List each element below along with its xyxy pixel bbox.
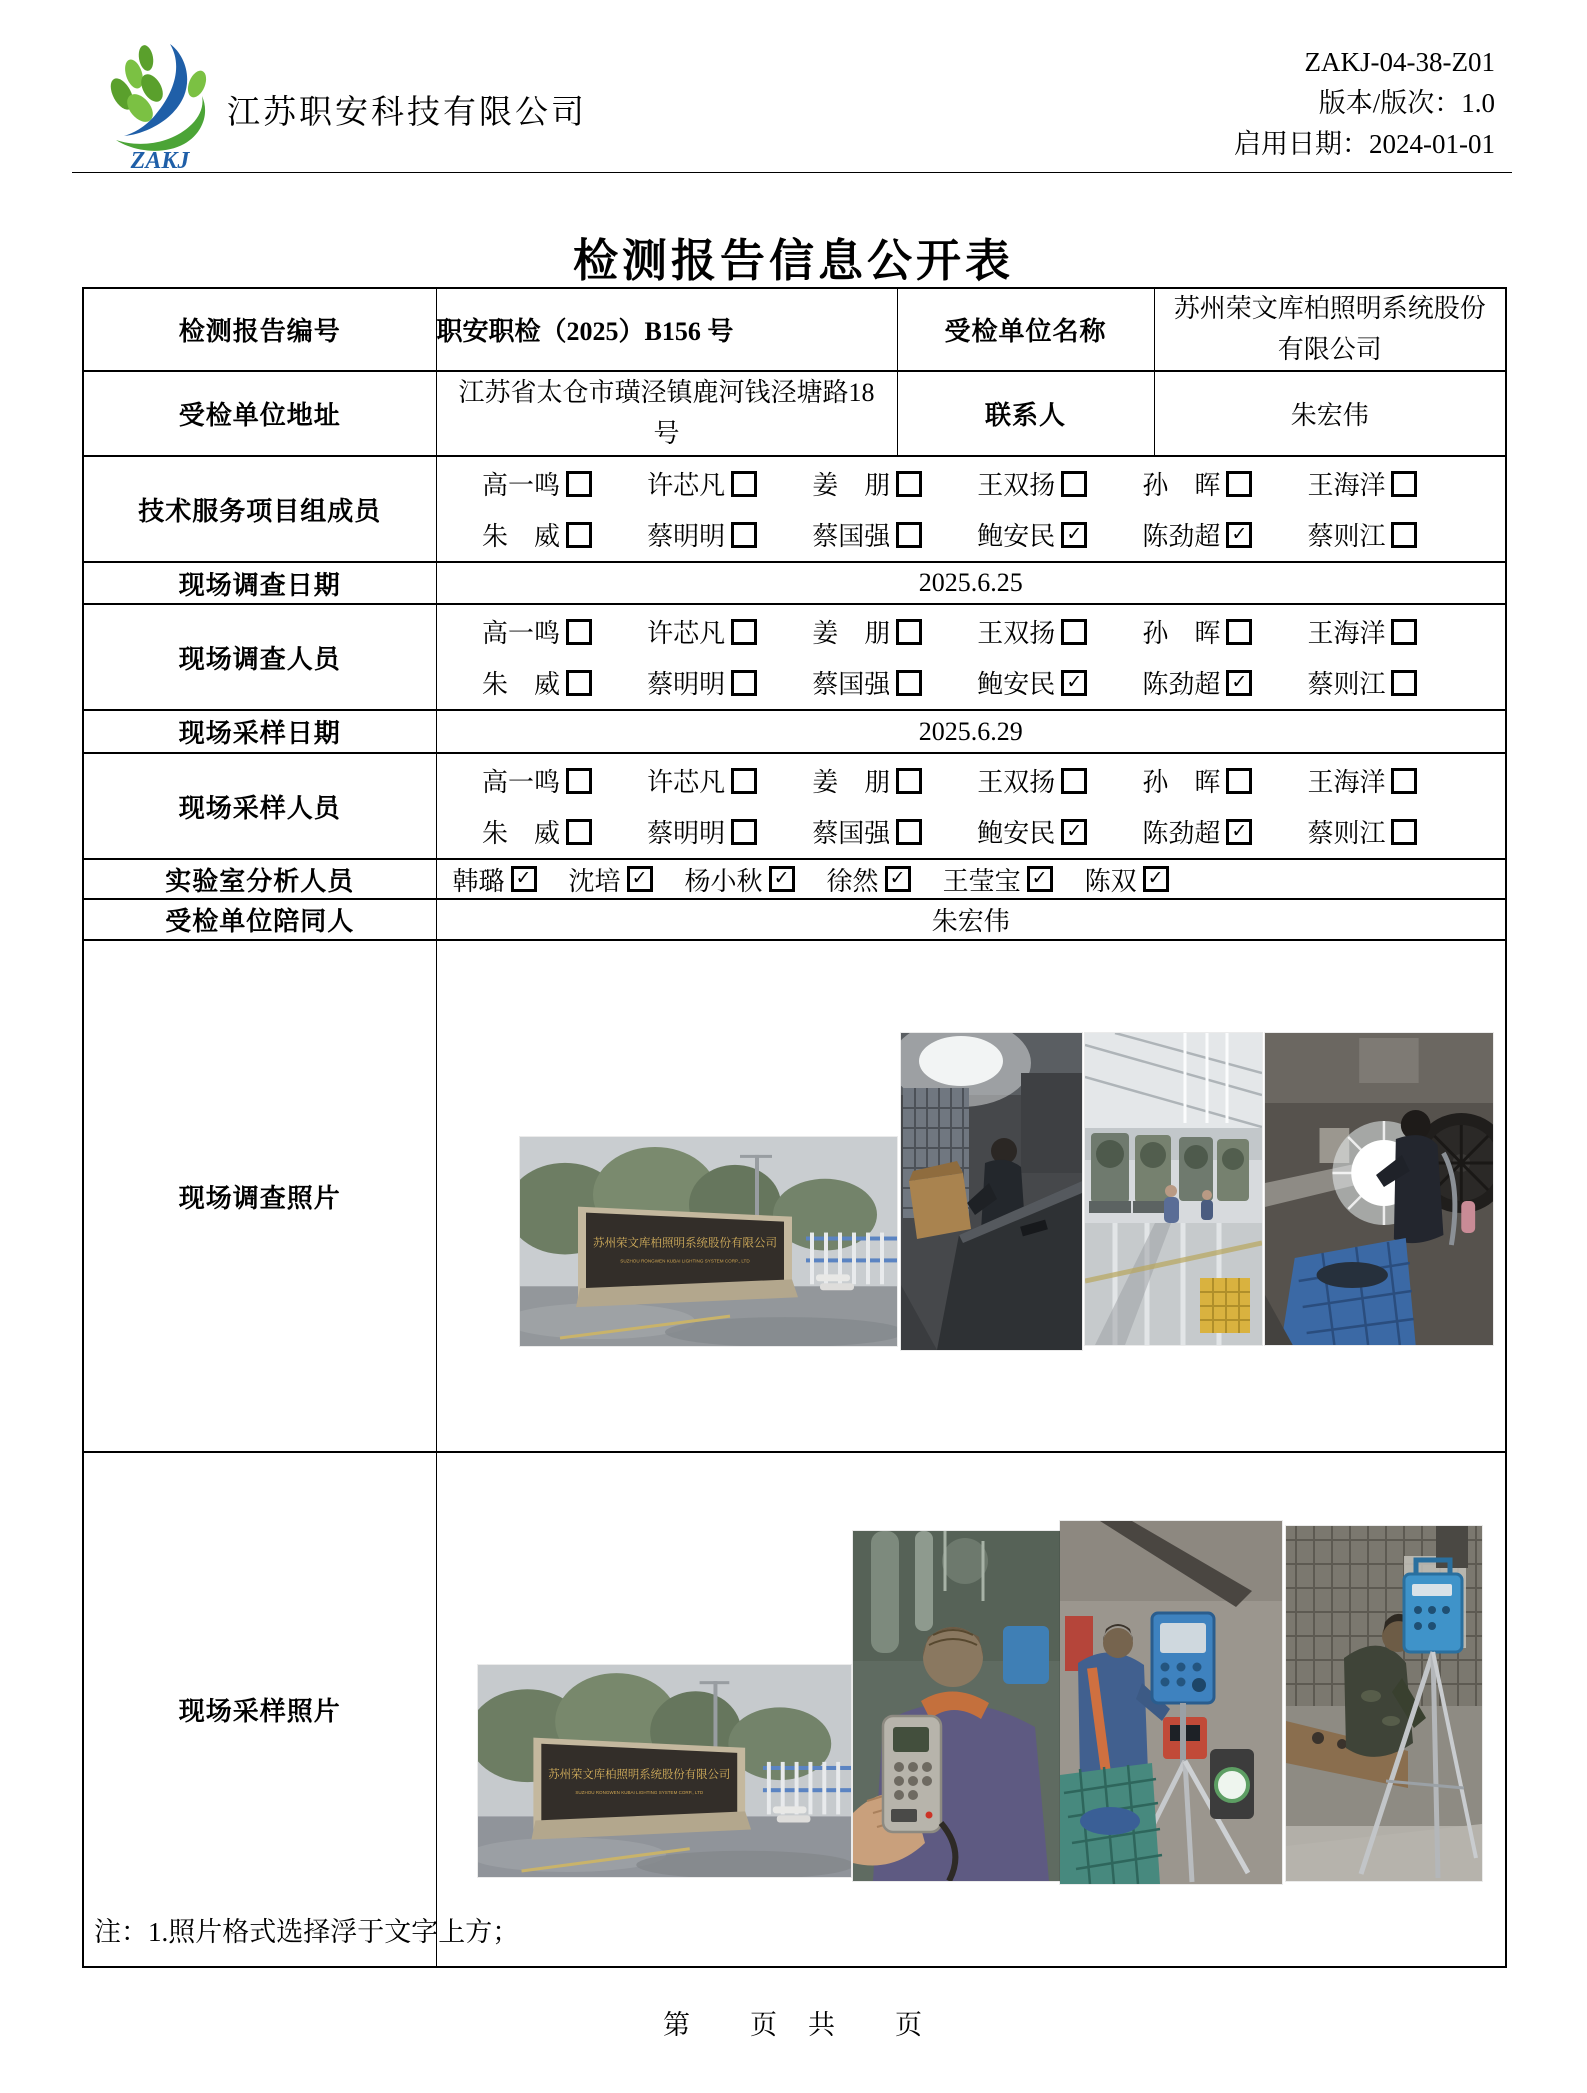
- checkbox-checked: ✓: [1061, 670, 1087, 696]
- unit-addr-value: [436, 371, 897, 456]
- checkbox-unchecked: [1061, 768, 1087, 794]
- person-name: 蔡则江: [1307, 819, 1386, 848]
- person-entry: [685, 861, 795, 898]
- checkbox-unchecked: [1391, 522, 1417, 548]
- person-entry: [785, 664, 950, 701]
- company-name: 江苏职安科技有限公司: [227, 95, 587, 131]
- person-entry: [1280, 762, 1445, 799]
- person-entry: [1280, 516, 1445, 553]
- checkbox-checked: ✓: [1226, 522, 1252, 548]
- checkbox-unchecked: [566, 619, 592, 645]
- unit-addr-text: 江苏省太仓市璜泾镇鹿河钱泾塘路18 号: [458, 378, 875, 448]
- report-no-value: 职安职检（2025）B156 号: [436, 288, 897, 371]
- person-entry: [455, 613, 620, 650]
- checkbox-checked: ✓: [511, 866, 537, 892]
- person-entry: [455, 762, 620, 799]
- person-entry: [620, 762, 785, 799]
- checkbox-checked: ✓: [885, 866, 911, 892]
- survey-photo-factory-gate: [520, 1137, 897, 1346]
- person-entry: [950, 664, 1115, 701]
- survey-photo-cell: [436, 940, 1506, 1452]
- person-entry: [943, 861, 1053, 898]
- person-entry: [1280, 664, 1445, 701]
- page-number-footer: 第 页 共 页: [663, 2010, 924, 2040]
- person-entry: [1280, 813, 1445, 850]
- person-entry: [785, 516, 950, 553]
- person-name: 蔡国强: [812, 819, 891, 848]
- row-sampling-date: [83, 710, 1506, 753]
- checkbox-unchecked: [731, 522, 757, 548]
- person-name: 朱 威: [482, 819, 561, 848]
- person-entry: [620, 516, 785, 553]
- person-entry: [785, 813, 950, 850]
- person-name: 许芯凡: [647, 768, 726, 797]
- checkbox-unchecked: [566, 819, 592, 845]
- checkbox-unchecked: [1061, 471, 1087, 497]
- person-entry: [827, 861, 911, 898]
- checkbox-unchecked: [566, 522, 592, 548]
- info-table: [82, 287, 1507, 1968]
- survey-staff-label: 现场调查人员: [83, 604, 436, 710]
- checkbox-unchecked: [731, 768, 757, 794]
- person-name: 蔡明明: [647, 522, 726, 551]
- person-entry: [785, 762, 950, 799]
- checkbox-unchecked: [731, 619, 757, 645]
- row-sampling-staff: [83, 753, 1506, 859]
- person-name: 王双扬: [977, 471, 1056, 500]
- lab-analyst-list: [437, 861, 1506, 898]
- row-team-members: [83, 456, 1506, 562]
- person-entry: [455, 465, 620, 502]
- survey-photo-welding: [1265, 1033, 1493, 1345]
- person-entry: [1280, 613, 1445, 650]
- person-name: 孙 晖: [1142, 619, 1221, 648]
- person-entry: [620, 465, 785, 502]
- person-entry: [1280, 465, 1445, 502]
- checkbox-unchecked: [896, 819, 922, 845]
- checkbox-checked: ✓: [1143, 866, 1169, 892]
- person-entry: [950, 762, 1115, 799]
- checkbox-unchecked: [566, 768, 592, 794]
- person-entry: [453, 861, 537, 898]
- survey-photo-workbench: [901, 1033, 1082, 1350]
- person-name: 韩璐: [452, 866, 505, 896]
- doc-version: 版本/版次：1.0: [1318, 88, 1495, 118]
- lab-label: 实验室分析人员: [83, 859, 436, 899]
- contact-label: 联系人: [897, 371, 1154, 456]
- row-unit-address: [83, 371, 1506, 456]
- row-survey-staff: [83, 604, 1506, 710]
- team-roster: [437, 457, 1506, 561]
- person-entry: [1085, 861, 1169, 898]
- person-entry: [950, 813, 1115, 850]
- logo-text: ZAKJ: [130, 148, 190, 174]
- person-entry: [950, 516, 1115, 553]
- person-name: 蔡则江: [1307, 522, 1386, 551]
- person-entry: [1115, 664, 1280, 701]
- survey-roster: [437, 605, 1506, 709]
- person-name: 高一鸣: [482, 619, 561, 648]
- gate-sign-en: SUZHOU RONGWEN KUBAI LIGHTING SYSTEM CORP., LTD: [574, 1790, 703, 1796]
- page-title: 检测报告信息公开表: [572, 235, 1014, 286]
- row-lab-analysts: [83, 859, 1506, 899]
- person-entry: [785, 465, 950, 502]
- checkbox-checked: ✓: [1027, 866, 1053, 892]
- checkbox-unchecked: [896, 619, 922, 645]
- person-name: 陈劲超: [1142, 819, 1221, 848]
- doc-start-date: 启用日期：2024-01-01: [1234, 129, 1495, 159]
- sampling-roster-cell: [436, 753, 1506, 859]
- person-name: 鲍安民: [977, 522, 1056, 551]
- sampling-photo-tripod-sampler: [1060, 1521, 1282, 1884]
- unit-name-label: 受检单位名称: [897, 288, 1154, 371]
- sampling-photo-factory-gate: [478, 1665, 851, 1877]
- person-name: 陈双: [1084, 866, 1137, 896]
- person-name: 鲍安民: [977, 670, 1056, 699]
- survey-photo-press-line: [1085, 1033, 1262, 1345]
- row-survey-photos: [83, 940, 1506, 1452]
- person-name: 朱 威: [482, 522, 561, 551]
- person-entry: [1115, 516, 1280, 553]
- person-entry: [1115, 813, 1280, 850]
- header-divider: [72, 172, 1512, 173]
- person-name: 王双扬: [977, 768, 1056, 797]
- person-name: 王双扬: [977, 619, 1056, 648]
- checkbox-unchecked: [1391, 670, 1417, 696]
- checkbox-unchecked: [731, 819, 757, 845]
- person-name: 徐然: [826, 866, 879, 896]
- lab-list-cell: [436, 859, 1506, 899]
- person-name: 王海洋: [1307, 768, 1386, 797]
- gate-sign-cn: 苏州荣文库柏照明系统股份有限公司: [547, 1768, 730, 1782]
- checkbox-checked: ✓: [769, 866, 795, 892]
- person-name: 王海洋: [1307, 471, 1386, 500]
- leaf-logo-icon: [100, 36, 220, 174]
- checkbox-checked: ✓: [627, 866, 653, 892]
- row-sampling-photos: [83, 1452, 1506, 1967]
- person-name: 王莹宝: [942, 866, 1021, 896]
- report-no-label: 检测报告编号: [83, 288, 436, 371]
- survey-roster-cell: [436, 604, 1506, 710]
- checkbox-unchecked: [896, 670, 922, 696]
- row-survey-date: [83, 562, 1506, 604]
- person-entry: [620, 813, 785, 850]
- person-name: 沈培: [568, 866, 621, 896]
- checkbox-checked: ✓: [1061, 819, 1087, 845]
- sampling-date-value: 2025.6.29: [436, 710, 1506, 753]
- escort-value: 朱宏伟: [436, 899, 1506, 940]
- checkbox-unchecked: [731, 471, 757, 497]
- unit-name-text: 苏州荣文库柏照明系统股份有限公司: [1173, 294, 1486, 364]
- company-logo: [100, 36, 220, 174]
- team-label: 技术服务项目组成员: [83, 456, 436, 562]
- checkbox-unchecked: [1226, 619, 1252, 645]
- person-name: 王海洋: [1307, 619, 1386, 648]
- contact-value: 朱宏伟: [1154, 371, 1506, 456]
- checkbox-checked: ✓: [1226, 670, 1252, 696]
- person-entry: [950, 465, 1115, 502]
- person-name: 蔡国强: [812, 670, 891, 699]
- escort-label: 受检单位陪同人: [83, 899, 436, 940]
- person-name: 孙 晖: [1142, 471, 1221, 500]
- sampling-roster: [437, 754, 1506, 858]
- team-roster-cell: [436, 456, 1506, 562]
- person-name: 孙 晖: [1142, 768, 1221, 797]
- person-name: 杨小秋: [684, 866, 763, 896]
- checkbox-unchecked: [896, 522, 922, 548]
- survey-photo-label: 现场调查照片: [83, 940, 436, 1452]
- checkbox-checked: ✓: [1226, 819, 1252, 845]
- survey-date-label: 现场调查日期: [83, 562, 436, 604]
- checkbox-unchecked: [1391, 471, 1417, 497]
- person-entry: [455, 664, 620, 701]
- person-name: 高一鸣: [482, 471, 561, 500]
- person-name: 姜 朋: [812, 768, 891, 797]
- person-name: 蔡国强: [812, 522, 891, 551]
- person-entry: [1115, 465, 1280, 502]
- person-entry: [569, 861, 653, 898]
- person-name: 蔡则江: [1307, 670, 1386, 699]
- person-entry: [1115, 613, 1280, 650]
- checkbox-unchecked: [896, 768, 922, 794]
- checkbox-checked: ✓: [1061, 522, 1087, 548]
- sampling-photo-cell: [436, 1452, 1506, 1967]
- person-entry: [620, 664, 785, 701]
- person-entry: [455, 813, 620, 850]
- checkbox-unchecked: [566, 471, 592, 497]
- checkbox-unchecked: [1226, 471, 1252, 497]
- person-entry: [455, 516, 620, 553]
- row-report-no: [83, 288, 1506, 371]
- footnote: 注：1.照片格式选择浮于文字上方；: [94, 1917, 520, 1947]
- checkbox-unchecked: [1391, 768, 1417, 794]
- checkbox-unchecked: [1391, 619, 1417, 645]
- person-name: 陈劲超: [1142, 522, 1221, 551]
- gate-sign-en: SUZHOU RONGWEN KUBAI LIGHTING SYSTEM CORP., LTD: [619, 1258, 750, 1264]
- sampling-photo-handheld-meter: [853, 1531, 1060, 1881]
- unit-name-value: [1154, 288, 1506, 371]
- checkbox-unchecked: [896, 471, 922, 497]
- checkbox-unchecked: [1061, 619, 1087, 645]
- person-name: 鲍安民: [977, 819, 1056, 848]
- person-entry: [950, 613, 1115, 650]
- person-name: 高一鸣: [482, 768, 561, 797]
- person-name: 许芯凡: [647, 619, 726, 648]
- person-name: 许芯凡: [647, 471, 726, 500]
- person-name: 姜 朋: [812, 619, 891, 648]
- person-name: 蔡明明: [647, 670, 726, 699]
- person-name: 朱 威: [482, 670, 561, 699]
- person-entry: [620, 613, 785, 650]
- checkbox-unchecked: [731, 670, 757, 696]
- survey-date-value: 2025.6.25: [436, 562, 1506, 604]
- sampling-photo-tripod-sampler-2: [1286, 1526, 1482, 1881]
- checkbox-unchecked: [1391, 819, 1417, 845]
- unit-addr-label: 受检单位地址: [83, 371, 436, 456]
- row-escort: [83, 899, 1506, 940]
- header-right-block: [1234, 42, 1495, 165]
- sampling-photo-label: 现场采样照片: [83, 1452, 436, 1967]
- person-entry: [1115, 762, 1280, 799]
- gate-sign-cn: 苏州荣文库柏照明系统股份有限公司: [592, 1237, 777, 1250]
- person-name: 陈劲超: [1142, 670, 1221, 699]
- person-name: 姜 朋: [812, 471, 891, 500]
- sampling-staff-label: 现场采样人员: [83, 753, 436, 859]
- checkbox-unchecked: [1226, 768, 1252, 794]
- checkbox-unchecked: [566, 670, 592, 696]
- doc-code: ZAKJ-04-38-Z01: [1304, 47, 1495, 77]
- person-entry: [785, 613, 950, 650]
- sampling-date-label: 现场采样日期: [83, 710, 436, 753]
- person-name: 蔡明明: [647, 819, 726, 848]
